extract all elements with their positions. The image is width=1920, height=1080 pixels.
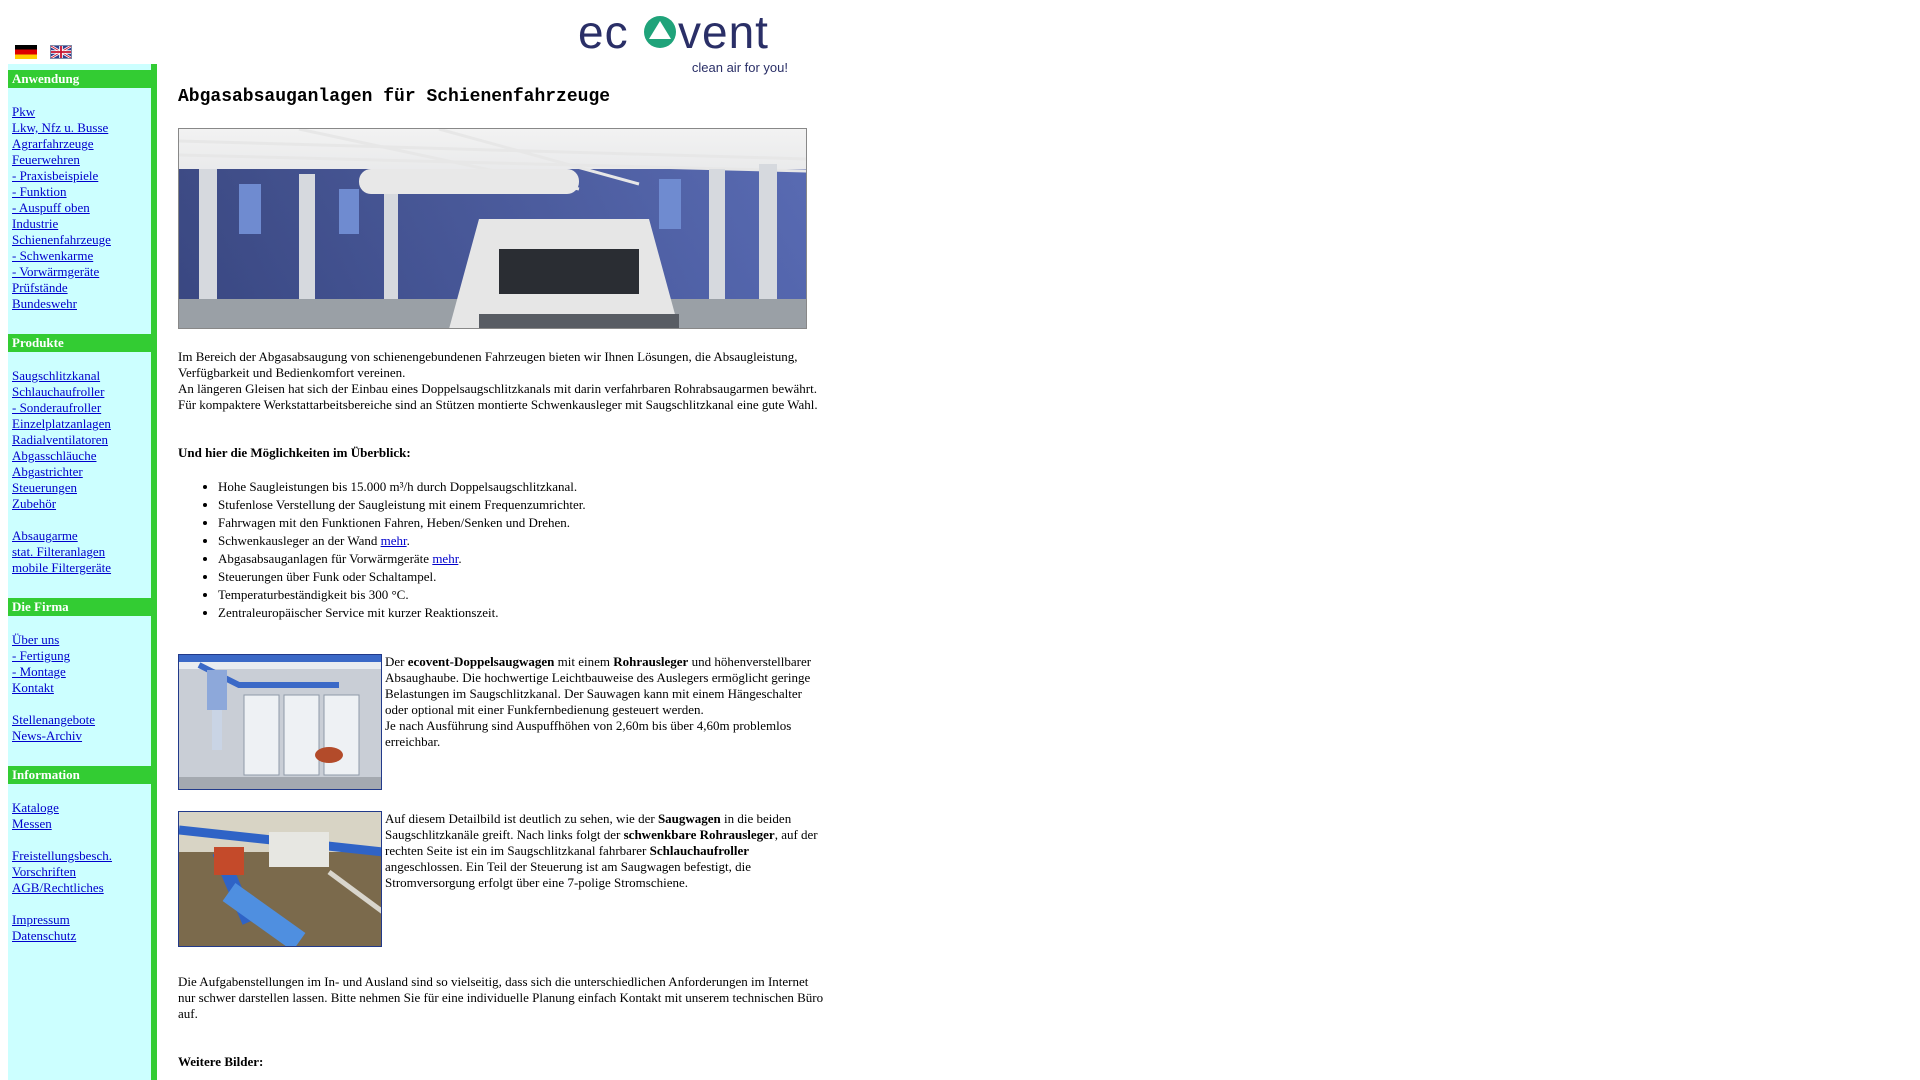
sidebar-item: [12, 496, 151, 512]
sidebar-link-stat-filteranlagen[interactable]: stat. Filteranlagen: [12, 544, 106, 559]
media1-text-1: Der: [385, 654, 408, 669]
page-title: Abgasabsauganlagen für Schienenfahrzeuge: [178, 87, 611, 107]
photo-doppelsaugwagen-image: [179, 655, 382, 790]
sidebar-item: [12, 632, 151, 648]
sidebar-link-einzelplatzanlagen[interactable]: Einzelplatzanlagen: [12, 416, 111, 431]
feature-text: Hohe Saugleistungen bis 15.000 m³/h durch Doppelsaugschlitzkanal.: [218, 479, 578, 494]
sidebar-link-pruefstaende[interactable]: Prüfstände: [12, 280, 68, 295]
sidebar-item: [12, 264, 151, 280]
media2-bold-2: schwenkbare Rohrausleger: [623, 827, 775, 842]
sidebar-navigation: [8, 64, 157, 1080]
media1-text-4: Je nach Ausführung sind Auspuffhöhen von 2,60m bis über 4,60m problemlos erreichbar.: [385, 718, 792, 749]
sidebar-spacer: [12, 512, 151, 528]
feature-text-end: .: [458, 551, 462, 566]
media2-text-1: Auf diesem Detailbild ist deutlich zu sehen, wie der: [385, 811, 658, 826]
sidebar-item: [12, 384, 151, 400]
sidebar-link-absaugarme[interactable]: Absaugarme: [12, 528, 78, 543]
media1-text-2: mit einem: [554, 654, 614, 669]
feature-text: Abgasabsauganlagen für Vorwärmgeräte: [218, 551, 433, 566]
media1-text-3: und höhenverstellbarer Absaughaube. Die hochwertige Leichtbauweise des Auslegers ermöglicht geringe Belastungen im Saugschlitzkanal. Der Sauwagen kann mit einem Hängeschalter oder optional mit einer Funkfernbedienung gesteuert werden.: [385, 654, 812, 717]
sidebar-heading-information: Information: [8, 766, 151, 784]
sidebar-link-industrie[interactable]: Industrie: [12, 216, 59, 231]
ecovent-logo[interactable]: [578, 10, 788, 75]
sidebar-item: [12, 928, 151, 944]
sidebar-item: [12, 200, 151, 216]
sidebar-item: [12, 560, 151, 576]
feature-item: [218, 568, 828, 586]
feature-item: [218, 586, 828, 604]
media-text-doppelsaugwagen: [385, 654, 825, 750]
sidebar-spacer: [12, 832, 151, 848]
sidebar-link-messen[interactable]: Messen: [12, 816, 52, 831]
feature-more-link[interactable]: mehr: [432, 551, 459, 566]
sidebar-link-impressum[interactable]: Impressum: [12, 912, 70, 927]
feature-text: Temperaturbeständigkeit bis 300 °C.: [218, 587, 409, 602]
svg-text:vent: vent: [678, 10, 769, 58]
sidebar-item: [12, 544, 151, 560]
sidebar-list-die-firma: [8, 632, 151, 744]
sidebar-item: [12, 800, 151, 816]
feature-item: [218, 550, 828, 568]
sidebar-item: [12, 664, 151, 680]
sidebar-link-kontakt[interactable]: Kontakt: [12, 680, 54, 695]
sidebar-link-kataloge[interactable]: Kataloge: [12, 800, 59, 815]
sidebar-item: [12, 368, 151, 384]
sidebar-link-steuerungen[interactable]: Steuerungen: [12, 480, 77, 495]
media-block-saugwagen-detail: [178, 811, 828, 947]
sidebar-link-schwenkarme[interactable]: - Schwenkarme: [12, 248, 94, 263]
media1-bold-1: ecovent-Doppelsaugwagen: [407, 654, 555, 669]
sidebar-item: [12, 448, 151, 464]
sidebar-list-information: [8, 800, 151, 944]
hero-image-railway-workshop: [178, 128, 807, 329]
sidebar-heading-die-firma: Die Firma: [8, 598, 151, 616]
sidebar-link-schlauchaufroller[interactable]: Schlauchaufroller: [12, 384, 105, 399]
sidebar-link-feuerwehren[interactable]: Feuerwehren: [12, 152, 80, 167]
sidebar-item: [12, 120, 151, 136]
sidebar-link-schienenfahrzeuge[interactable]: Schienenfahrzeuge: [12, 232, 111, 247]
sidebar-link-radialventilatoren[interactable]: Radialventilatoren: [12, 432, 109, 447]
feature-item: [218, 478, 828, 496]
sidebar-item: [12, 168, 151, 184]
intro-line-3: Für kompaktere Werkstattarbeitsbereiche sind an Stützen montierte Schwenkausleger mit Saugschlitzkanal eine gute Wahl.: [178, 397, 818, 412]
intro-line-2: An längeren Gleisen hat sich der Einbau eines Doppelsaugschlitzkanals mit darin verfahrbaren Rohrabsaugarmen bewährt.: [178, 381, 817, 396]
sidebar-link-sonderaufroller[interactable]: - Sonderaufroller: [12, 400, 102, 415]
feature-text: Fahrwagen mit den Funktionen Fahren, Heben/Senken und Drehen.: [218, 515, 571, 530]
sidebar-link-mobile-filtergeraete[interactable]: mobile Filtergeräte: [12, 560, 112, 575]
sidebar-item: [12, 880, 151, 896]
sidebar-item: [12, 416, 151, 432]
sidebar-link-vorwaermgeraete[interactable]: - Vorwärmgeräte: [12, 264, 100, 279]
media2-bold-1: Saugwagen: [657, 811, 721, 826]
sidebar-link-fertigung[interactable]: - Fertigung: [12, 648, 71, 663]
sidebar-link-vorschriften[interactable]: Vorschriften: [12, 864, 77, 879]
media2-text-3: , auf der rechten Seite ist ein im Saugschlitzkanal fahrbarer: [385, 827, 818, 858]
media-block-doppelsaugwagen: [178, 654, 828, 790]
hero-photo: [179, 129, 807, 329]
sidebar-item: [12, 480, 151, 496]
sidebar-link-abgastrichter[interactable]: Abgastrichter: [12, 464, 83, 479]
feature-list: [178, 478, 828, 622]
intro-line-1: Im Bereich der Abgasabsaugung von schienengebundenen Fahrzeugen bieten wir Ihnen Lösungen, die Absaugleistung, Verfügbarkeit und Bedienkomfort vereinen.: [178, 349, 798, 380]
german-flag-icon[interactable]: [15, 45, 37, 59]
sidebar-link-saugschlitzkanal[interactable]: Saugschlitzkanal: [12, 368, 101, 383]
feature-more-link[interactable]: mehr: [380, 533, 407, 548]
sidebar-list-anwendung: [8, 104, 151, 312]
photo-saugwagen-detail-image: [179, 812, 382, 947]
sidebar-item: [12, 280, 151, 296]
sidebar-link-abgasschlaeuche[interactable]: Abgasschläuche: [12, 448, 97, 463]
sidebar-item: [12, 912, 151, 928]
sidebar-item: [12, 680, 151, 696]
svg-text:ec: ec: [578, 10, 629, 58]
sidebar-link-agrarfahrzeuge[interactable]: Agrarfahrzeuge: [12, 136, 94, 151]
sidebar-link-datenschutz[interactable]: Datenschutz: [12, 928, 77, 943]
sidebar-item: [12, 296, 151, 312]
media2-text-2: in die beiden Saugschlitzkanäle greift. Nach links folgt der: [385, 811, 792, 842]
sidebar-item: [12, 136, 151, 152]
sidebar-item: [12, 104, 151, 120]
sidebar-link-news-archiv[interactable]: News-Archiv: [12, 728, 83, 743]
sidebar-link-agb-rechtliches[interactable]: AGB/Rechtliches: [12, 880, 104, 895]
closing-text: Die Aufgabenstellungen im In- und Ausland sind so vielseitig, dass sich die unterschiedlichen Anforderungen im Internet nur schwer darstellen lassen. Bitte nehmen Sie für eine individuelle Planung einfach Kontakt mit unserem technischen Büro auf.: [178, 974, 824, 1021]
sidebar-item: [12, 184, 151, 200]
sidebar-link-lkw-nfz-u-busse[interactable]: Lkw, Nfz u. Busse: [12, 120, 109, 135]
main-content: [178, 80, 828, 1070]
sidebar-spacer: [12, 896, 151, 912]
sidebar-list-produkte: [8, 368, 151, 576]
media2-text-4: angeschlossen. Ein Teil der Steuerung ist am Saugwagen befestigt, die Stromversorgung erfolgt über eine 7-polige Stromschiene.: [385, 859, 752, 890]
feature-item: [218, 532, 828, 550]
photo-saugwagen-detail: [178, 811, 382, 947]
sidebar-link-funktion[interactable]: - Funktion: [12, 184, 67, 199]
sidebar-item: [12, 712, 151, 728]
english-flag-icon[interactable]: [50, 45, 72, 59]
media-text-saugwagen-detail: [385, 811, 825, 891]
sidebar-spacer: [12, 696, 151, 712]
sidebar-item: [12, 816, 151, 832]
sidebar-heading-produkte: Produkte: [8, 334, 151, 352]
feature-item: [218, 514, 828, 532]
sidebar-item: [12, 152, 151, 168]
logo-graphic: [578, 10, 788, 66]
sidebar-item: [12, 216, 151, 232]
sidebar-link-ueber-uns[interactable]: Über uns: [12, 632, 60, 647]
media2-bold-3: Schlauchaufroller: [649, 843, 750, 858]
sidebar-item: [12, 248, 151, 264]
intro-text: [178, 349, 828, 413]
sidebar-link-zubehoer[interactable]: Zubehör: [12, 496, 57, 511]
feature-text: Steuerungen über Funk oder Schaltampel.: [218, 569, 437, 584]
feature-item: [218, 604, 828, 622]
sidebar-link-pkw[interactable]: Pkw: [12, 104, 36, 119]
feature-text: Stufenlose Verstellung der Saugleistung mit einem Frequenzumrichter.: [218, 497, 586, 512]
sidebar-link-bundeswehr[interactable]: Bundeswehr: [12, 296, 77, 311]
logo-tagline: clean air for you!: [691, 60, 788, 75]
sidebar-item: [12, 864, 151, 880]
sidebar-link-praxisbeispiele[interactable]: - Praxisbeispiele: [12, 168, 99, 183]
sidebar-item: [12, 232, 151, 248]
sidebar-item: [12, 400, 151, 416]
sidebar-item: [12, 648, 151, 664]
sidebar-link-montage[interactable]: - Montage: [12, 664, 66, 679]
sidebar-heading-anwendung: Anwendung: [8, 70, 151, 88]
photo-doppelsaugwagen: [178, 654, 382, 790]
feature-item: [218, 496, 828, 514]
feature-text: Schwenkausleger an der Wand: [218, 533, 381, 548]
language-switcher: [15, 45, 72, 59]
sidebar-item: [12, 432, 151, 448]
media1-bold-2: Rohrausleger: [613, 654, 689, 669]
more-images-heading: Weitere Bilder:: [178, 1054, 264, 1069]
sidebar-item: [12, 848, 151, 864]
sidebar-item: [12, 728, 151, 744]
sidebar-link-auspuff-oben[interactable]: - Auspuff oben: [12, 200, 90, 215]
sidebar-item: [12, 464, 151, 480]
overview-heading: Und hier die Möglichkeiten im Überblick:: [178, 445, 411, 460]
feature-text: Zentraleuropäischer Service mit kurzer Reaktionszeit.: [218, 605, 499, 620]
sidebar-link-freistellungsbesch[interactable]: Freistellungsbesch.: [12, 848, 113, 863]
sidebar-item: [12, 528, 151, 544]
feature-text-end: .: [406, 533, 410, 548]
sidebar-link-stellenangebote[interactable]: Stellenangebote: [12, 712, 96, 727]
